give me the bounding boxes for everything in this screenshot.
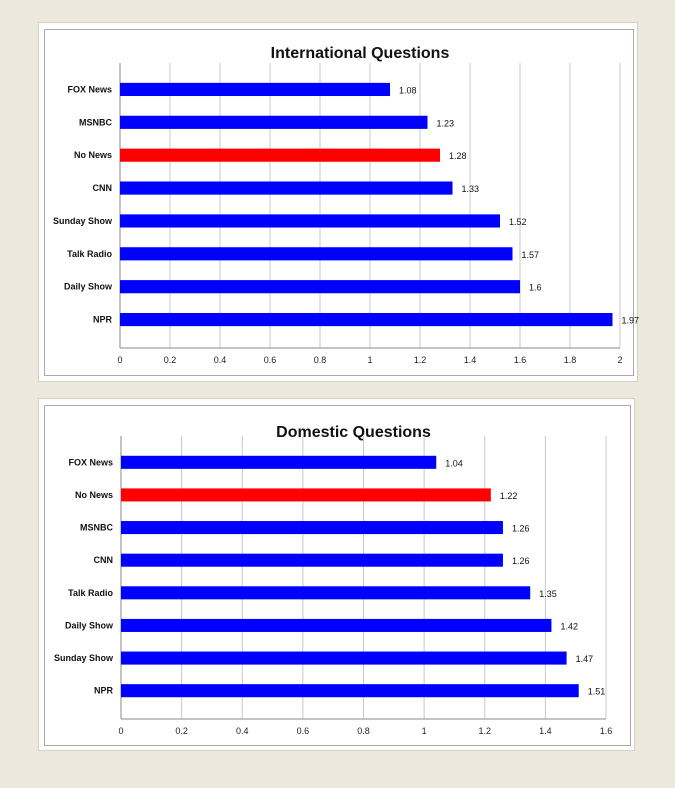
bar [121,586,530,599]
data-label: 1.33 [461,184,480,195]
x-tick-label: 0.2 [175,726,188,736]
category-label: MSNBC [80,522,113,533]
category-label: Daily Show [64,620,113,631]
bar [121,456,436,469]
category-label: NPR [92,314,112,325]
data-label: 1.08 [399,85,417,96]
bar [121,652,567,665]
x-tick-label: 2 [617,355,623,365]
bar [121,554,503,567]
x-tick-label: 1.4 [463,355,477,365]
category-label: No News [74,489,113,500]
data-label: 1.26 [511,556,530,567]
bar [120,116,428,129]
category-label: MSNBC [79,117,112,128]
x-tick-label: 1.6 [513,355,527,365]
data-label: 1.04 [445,458,463,469]
category-label: No News [73,150,112,161]
x-tick-label: 0.2 [163,355,177,365]
x-tick-label: 0.4 [235,726,249,736]
data-label: 1.57 [521,249,540,260]
bar [121,521,503,534]
data-label: 1.97 [621,315,640,326]
x-tick-label: 0.8 [357,726,370,736]
chart-title: International Questions [270,45,450,62]
domestic-chart-frame [44,405,631,746]
data-label: 1.26 [511,523,530,534]
international-chart-frame [44,29,640,376]
category-label: CNN [92,183,112,194]
category-label: Talk Radio [67,248,112,259]
bar [120,181,453,194]
data-label: 1.42 [560,621,578,632]
x-tick-label: 0.8 [313,355,327,365]
x-tick-label: 1.6 [599,726,613,736]
data-label: 1.52 [509,216,527,227]
data-label: 1.6 [529,282,542,293]
bar [121,619,551,632]
x-tick-label: 0.6 [263,355,277,365]
category-label: Sunday Show [52,215,112,226]
category-label: Sunday Show [53,653,113,664]
x-tick-label: 1 [421,726,427,736]
category-label: NPR [93,685,113,696]
international-questions-chart [45,30,640,377]
international-chart-panel [38,22,638,382]
x-tick-label: 0 [118,726,124,736]
category-label: Talk Radio [68,587,113,598]
data-label: 1.28 [449,151,467,162]
bar [121,488,491,501]
bar [121,684,579,697]
x-tick-label: 1 [367,355,373,365]
category-label: CNN [93,555,113,566]
x-tick-label: 0 [117,355,123,365]
data-label: 1.23 [436,118,455,129]
category-label: Daily Show [63,281,112,292]
category-label: FOX News [68,457,113,468]
x-tick-label: 0.6 [296,726,310,736]
x-tick-label: 1.2 [478,726,492,736]
data-label: 1.22 [499,490,518,501]
chart-title: Domestic Questions [276,424,431,441]
x-tick-label: 0.4 [213,355,227,365]
data-label: 1.47 [575,654,594,665]
bar [120,149,440,162]
x-tick-label: 1.8 [563,355,577,365]
bar [120,214,500,227]
x-tick-label: 1.2 [413,355,427,365]
bar [120,313,613,326]
bar [120,247,513,260]
data-label: 1.51 [587,686,606,697]
category-label: FOX News [67,84,112,95]
bar [120,280,520,293]
domestic-questions-chart [45,406,632,747]
bar [120,83,390,96]
x-tick-label: 1.4 [539,726,552,736]
data-label: 1.35 [539,588,557,599]
domestic-chart-panel [38,398,635,751]
